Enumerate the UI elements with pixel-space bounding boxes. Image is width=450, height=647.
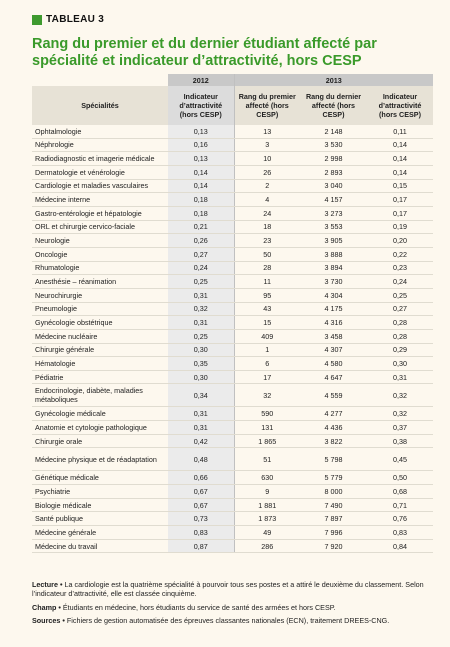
- rang-dernier-cell: 4 316: [300, 316, 367, 330]
- indicateur-2013-cell: 0,25: [367, 288, 433, 302]
- indicateur-2012-cell: 0,14: [168, 179, 234, 193]
- indicateur-2013-cell: 0,71: [367, 498, 433, 512]
- specialite-cell: Médecine interne: [32, 193, 168, 207]
- table-row: [32, 357, 433, 371]
- rang-premier-cell: 630: [234, 471, 300, 485]
- table-row: [32, 370, 433, 384]
- indicateur-2012-cell: 0,21: [168, 220, 234, 234]
- page-title: Rang du premier et du dernier étudiant affecté par spécialité et indicateur d’attractivité, hors CESP: [32, 36, 377, 69]
- specialite-cell: Anesthésie – réanimation: [32, 275, 168, 289]
- rang-premier-cell: 1 865: [234, 434, 300, 448]
- rang-dernier-cell: 4 580: [300, 357, 367, 371]
- specialite-cell: Gynécologie médicale: [32, 407, 168, 421]
- rang-premier-cell: 43: [234, 302, 300, 316]
- table-row: [32, 384, 433, 407]
- specialite-cell: Biologie médicale: [32, 498, 168, 512]
- indicateur-2013-cell: 0,32: [367, 384, 433, 407]
- indicateur-2013-cell: 0,14: [367, 165, 433, 179]
- rang-dernier-cell: 4 559: [300, 384, 367, 407]
- indicateur-2012-cell: 0,32: [168, 302, 234, 316]
- specialite-cell: Santé publique: [32, 512, 168, 526]
- rang-premier-cell: 590: [234, 407, 300, 421]
- indicateur-2013-cell: 0,11: [367, 125, 433, 138]
- table-row: [32, 138, 433, 152]
- specialite-cell: ORL et chirurgie cervico-faciale: [32, 220, 168, 234]
- rang-dernier-cell: 4 157: [300, 193, 367, 207]
- indicateur-2012-cell: 0,18: [168, 193, 234, 207]
- specialite-cell: Anatomie et cytologie pathologique: [32, 421, 168, 435]
- rang-premier-cell: 6: [234, 357, 300, 371]
- note-lecture: Lecture • La cardiologie est la quatrième spécialité à pourvoir tous ses postes et a attiré le deuxième du classement. Selon l’indicateur d’attractivité, elle est classée cinquième.: [32, 580, 424, 599]
- rang-premier-cell: 409: [234, 329, 300, 343]
- rang-premier-cell: 1 881: [234, 498, 300, 512]
- rang-premier-cell: 13: [234, 125, 300, 138]
- rang-dernier-cell: 4 436: [300, 421, 367, 435]
- rang-dernier-cell: 3 730: [300, 275, 367, 289]
- indicateur-2012-cell: 0,73: [168, 512, 234, 526]
- indicateur-2013-cell: 0,31: [367, 370, 433, 384]
- indicateur-2012-cell: 0,13: [168, 125, 234, 138]
- rang-dernier-cell: 5 779: [300, 471, 367, 485]
- header-rang-dernier: Rang du dernier affecté (hors CESP): [300, 86, 367, 125]
- indicateur-2012-cell: 0,67: [168, 485, 234, 499]
- rang-dernier-cell: 3 905: [300, 234, 367, 248]
- specialite-cell: Radiodiagnostic et imagerie médicale: [32, 152, 168, 166]
- green-square-icon: [32, 15, 42, 25]
- indicateur-2013-cell: 0,76: [367, 512, 433, 526]
- table-row: [32, 539, 433, 553]
- table-row: [32, 485, 433, 499]
- indicateur-2012-cell: 0,25: [168, 275, 234, 289]
- indicateur-2013-cell: 0,38: [367, 434, 433, 448]
- indicateur-2013-cell: 0,32: [367, 407, 433, 421]
- table-row: [32, 125, 433, 138]
- rang-dernier-cell: 4 647: [300, 370, 367, 384]
- indicateur-2012-cell: 0,31: [168, 407, 234, 421]
- rang-premier-cell: 11: [234, 275, 300, 289]
- rang-dernier-cell: 4 175: [300, 302, 367, 316]
- rang-premier-cell: 24: [234, 206, 300, 220]
- table-row: [32, 234, 433, 248]
- specialite-cell: Cardiologie et maladies vasculaires: [32, 179, 168, 193]
- year-2013: 2013: [234, 74, 433, 86]
- indicateur-2012-cell: 0,24: [168, 261, 234, 275]
- indicateur-2013-cell: 0,27: [367, 302, 433, 316]
- specialite-cell: Génétique médicale: [32, 471, 168, 485]
- note-sources: Sources • Fichiers de gestion automatisée des épreuves classantes nationales (ECN), traitement DREES-CNG.: [32, 615, 390, 625]
- rang-dernier-cell: 7 897: [300, 512, 367, 526]
- rang-premier-cell: 17: [234, 370, 300, 384]
- rang-premier-cell: 4: [234, 193, 300, 207]
- specialite-cell: Médecine nucléaire: [32, 329, 168, 343]
- rang-premier-cell: 28: [234, 261, 300, 275]
- table-row: [32, 448, 433, 471]
- header-specialites: Spécialités: [32, 86, 168, 125]
- rang-premier-cell: 1 873: [234, 512, 300, 526]
- indicateur-2012-cell: 0,31: [168, 316, 234, 330]
- table-row: [32, 220, 433, 234]
- rang-premier-cell: 10: [234, 152, 300, 166]
- specialite-cell: Oncologie: [32, 247, 168, 261]
- indicateur-2013-cell: 0,28: [367, 329, 433, 343]
- indicateur-2012-cell: 0,34: [168, 384, 234, 407]
- rang-dernier-cell: 2 893: [300, 165, 367, 179]
- specialite-cell: Pneumologie: [32, 302, 168, 316]
- rang-premier-cell: 23: [234, 234, 300, 248]
- rang-premier-cell: 2: [234, 179, 300, 193]
- table-row: [32, 275, 433, 289]
- indicateur-2013-cell: 0,14: [367, 152, 433, 166]
- rang-premier-cell: 3: [234, 138, 300, 152]
- rang-dernier-cell: 7 490: [300, 498, 367, 512]
- rang-premier-cell: 95: [234, 288, 300, 302]
- table-row: [32, 421, 433, 435]
- indicateur-2013-cell: 0,23: [367, 261, 433, 275]
- specialite-cell: Endocrinologie, diabète, maladies métaboliques: [32, 384, 168, 407]
- indicateur-2013-cell: 0,19: [367, 220, 433, 234]
- rang-dernier-cell: 2 998: [300, 152, 367, 166]
- specialite-cell: Chirurgie orale: [32, 434, 168, 448]
- indicateur-2012-cell: 0,87: [168, 539, 234, 553]
- rang-premier-cell: 32: [234, 384, 300, 407]
- table-row: [32, 206, 433, 220]
- table-row: [32, 316, 433, 330]
- specialite-cell: Dermatologie et vénérologie: [32, 165, 168, 179]
- indicateur-2013-cell: 0,14: [367, 138, 433, 152]
- table-body: [32, 125, 433, 553]
- year-2012: 2012: [168, 74, 234, 86]
- indicateur-2012-cell: 0,27: [168, 247, 234, 261]
- rang-premier-cell: 49: [234, 526, 300, 540]
- indicateur-2012-cell: 0,31: [168, 421, 234, 435]
- indicateur-2013-cell: 0,28: [367, 316, 433, 330]
- specialite-cell: Pédiatrie: [32, 370, 168, 384]
- table-row: [32, 329, 433, 343]
- rang-premier-cell: 18: [234, 220, 300, 234]
- indicateur-2013-cell: 0,50: [367, 471, 433, 485]
- indicateur-2012-cell: 0,66: [168, 471, 234, 485]
- table-row: [32, 179, 433, 193]
- indicateur-2013-cell: 0,83: [367, 526, 433, 540]
- table-row: [32, 498, 433, 512]
- notes: [32, 580, 434, 629]
- specialite-cell: Médecine physique et de réadaptation: [32, 448, 168, 471]
- rang-dernier-cell: 4 304: [300, 288, 367, 302]
- specialite-cell: Gastro-entérologie et hépatologie: [32, 206, 168, 220]
- indicateur-2012-cell: 0,16: [168, 138, 234, 152]
- specialite-cell: Chirurgie générale: [32, 343, 168, 357]
- rang-premier-cell: 9: [234, 485, 300, 499]
- rang-dernier-cell: 3 822: [300, 434, 367, 448]
- specialite-cell: Psychiatrie: [32, 485, 168, 499]
- table-row: [32, 407, 433, 421]
- rang-premier-cell: 51: [234, 448, 300, 471]
- rang-premier-cell: 131: [234, 421, 300, 435]
- header-rang-premier: Rang du premier affecté (hors CESP): [234, 86, 300, 125]
- rang-dernier-cell: 3 040: [300, 179, 367, 193]
- table-row: [32, 152, 433, 166]
- rang-dernier-cell: 5 798: [300, 448, 367, 471]
- rang-dernier-cell: 4 277: [300, 407, 367, 421]
- specialite-cell: Neurochirurgie: [32, 288, 168, 302]
- indicateur-2013-cell: 0,17: [367, 206, 433, 220]
- rang-premier-cell: 286: [234, 539, 300, 553]
- rang-premier-cell: 26: [234, 165, 300, 179]
- indicateur-2013-cell: 0,15: [367, 179, 433, 193]
- indicateur-2013-cell: 0,68: [367, 485, 433, 499]
- indicateur-2012-cell: 0,48: [168, 448, 234, 471]
- data-table: [32, 74, 433, 553]
- indicateur-2012-cell: 0,67: [168, 498, 234, 512]
- indicateur-2012-cell: 0,83: [168, 526, 234, 540]
- indicateur-2012-cell: 0,26: [168, 234, 234, 248]
- rang-premier-cell: 1: [234, 343, 300, 357]
- indicateur-2012-cell: 0,35: [168, 357, 234, 371]
- rang-premier-cell: 15: [234, 316, 300, 330]
- table-row: [32, 471, 433, 485]
- specialite-cell: Ophtalmologie: [32, 125, 168, 138]
- indicateur-2013-cell: 0,29: [367, 343, 433, 357]
- indicateur-2013-cell: 0,45: [367, 448, 433, 471]
- rang-dernier-cell: 3 458: [300, 329, 367, 343]
- indicateur-2012-cell: 0,42: [168, 434, 234, 448]
- table-row: [32, 193, 433, 207]
- specialite-cell: Rhumatologie: [32, 261, 168, 275]
- table-tag: [32, 14, 104, 25]
- rang-dernier-cell: 7 996: [300, 526, 367, 540]
- table-row: [32, 247, 433, 261]
- note-champ: Champ • Étudiants en médecine, hors étudiants du service de santé des armées et hors CESP.: [32, 602, 336, 612]
- specialite-cell: Néphrologie: [32, 138, 168, 152]
- table-row: [32, 288, 433, 302]
- indicateur-2013-cell: 0,30: [367, 357, 433, 371]
- specialite-cell: Neurologie: [32, 234, 168, 248]
- indicateur-2012-cell: 0,14: [168, 165, 234, 179]
- rang-dernier-cell: 3 894: [300, 261, 367, 275]
- table-tag-label: TABLEAU 3: [46, 14, 105, 25]
- table-row: [32, 261, 433, 275]
- rang-dernier-cell: 3 553: [300, 220, 367, 234]
- rang-dernier-cell: 3 530: [300, 138, 367, 152]
- specialite-cell: Hématologie: [32, 357, 168, 371]
- indicateur-2012-cell: 0,25: [168, 329, 234, 343]
- indicateur-2012-cell: 0,13: [168, 152, 234, 166]
- indicateur-2013-cell: 0,17: [367, 193, 433, 207]
- indicateur-2013-cell: 0,22: [367, 247, 433, 261]
- rang-dernier-cell: 3 888: [300, 247, 367, 261]
- specialite-cell: Gynécologie obstétrique: [32, 316, 168, 330]
- indicateur-2013-cell: 0,84: [367, 539, 433, 553]
- indicateur-2012-cell: 0,18: [168, 206, 234, 220]
- indicateur-2012-cell: 0,31: [168, 288, 234, 302]
- indicateur-2012-cell: 0,30: [168, 370, 234, 384]
- indicateur-2012-cell: 0,30: [168, 343, 234, 357]
- specialite-cell: Médecine générale: [32, 526, 168, 540]
- rang-dernier-cell: 4 307: [300, 343, 367, 357]
- rang-premier-cell: 50: [234, 247, 300, 261]
- table-row: [32, 343, 433, 357]
- header-indicateur-2013: Indicateur d’attractivité (hors CESP): [367, 86, 433, 125]
- rang-dernier-cell: 7 920: [300, 539, 367, 553]
- table-row: [32, 302, 433, 316]
- table-row: [32, 434, 433, 448]
- indicateur-2013-cell: 0,24: [367, 275, 433, 289]
- rang-dernier-cell: 8 000: [300, 485, 367, 499]
- table-row: [32, 512, 433, 526]
- rang-dernier-cell: 2 148: [300, 125, 367, 138]
- indicateur-2013-cell: 0,37: [367, 421, 433, 435]
- indicateur-2013-cell: 0,20: [367, 234, 433, 248]
- table-row: [32, 526, 433, 540]
- rang-dernier-cell: 3 273: [300, 206, 367, 220]
- table-row: [32, 165, 433, 179]
- specialite-cell: Médecine du travail: [32, 539, 168, 553]
- header-indicateur-2012: Indicateur d’attractivité (hors CESP): [168, 86, 234, 125]
